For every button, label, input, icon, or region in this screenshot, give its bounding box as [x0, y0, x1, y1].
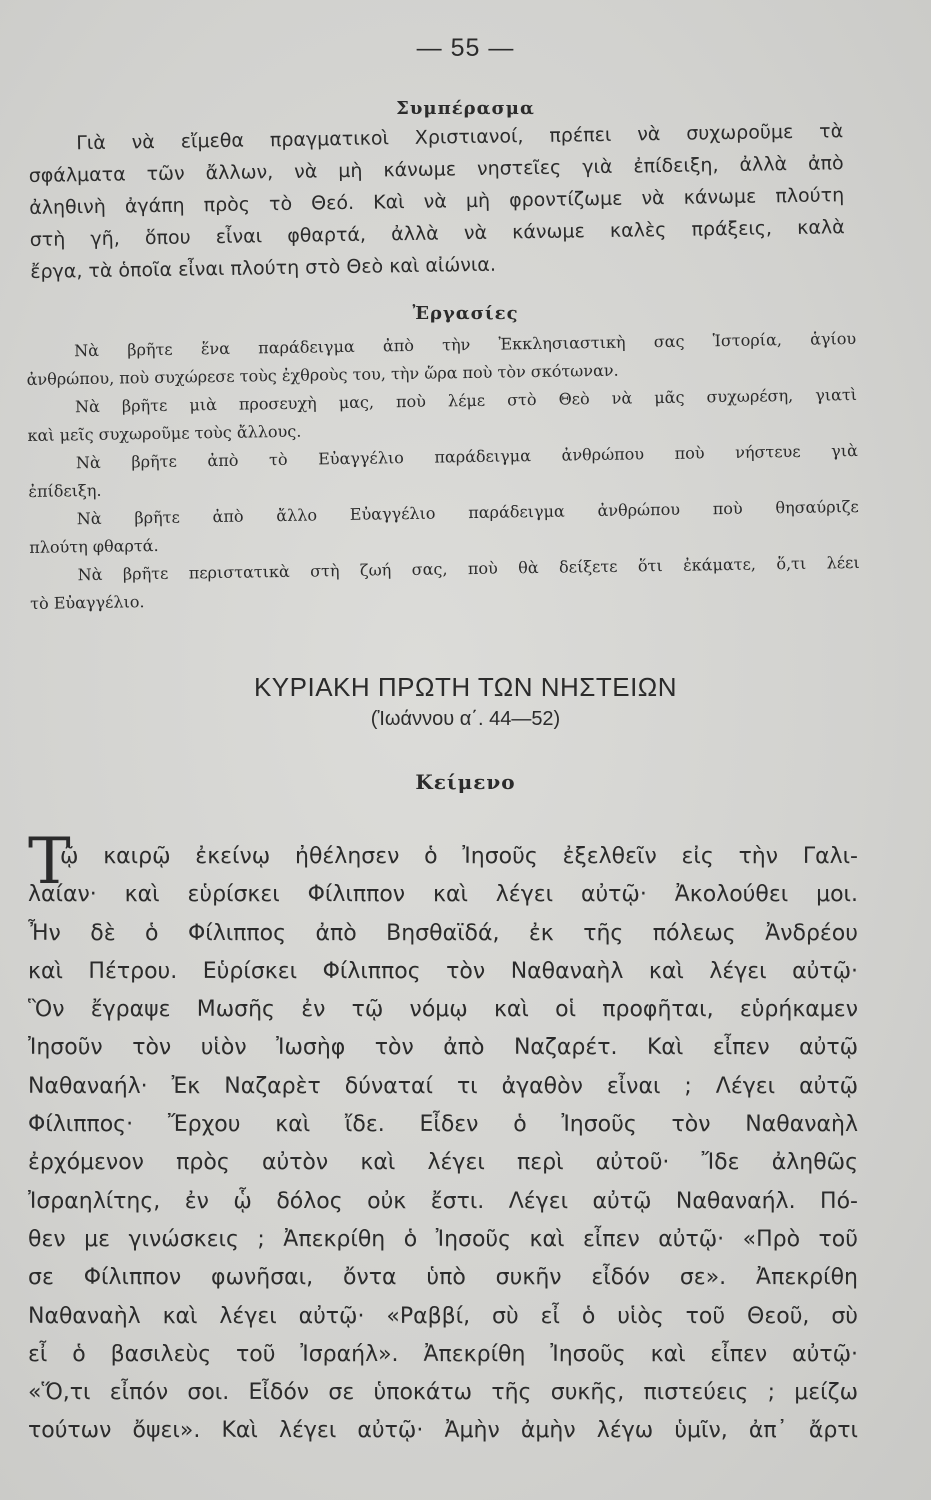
gospel-line: καὶ Πέτρου. Εὑρίσκει Φίλιππος τὸν Ναθαναὴλ καὶ λέγει αὐτῷ· [28, 958, 858, 984]
gospel-line: Ὃν ἔγραψε Μωσῆς ἐν τῷ νόμῳ καὶ οἱ προφῆται, εὑρήκαμεν [28, 997, 858, 1023]
gospel-line: Φίλιππος· Ἔρχου καὶ ἴδε. Εἶδεν ὁ Ἰησοῦς τὸν Ναθαναὴλ [28, 1112, 858, 1138]
paragraph-line: σφάλματα τῶν ἄλλων, νὰ μὴ κάνωμε νηστεῖες γιὰ ἐπίδειξη, ἀλλὰ ἀπὸ [28, 152, 844, 187]
gospel-line: θεν με γινώσκεις ; Ἀπεκρίθη ὁ Ἰησοῦς καὶ εἶπεν αὐτῷ· «Πρὸ τοῦ [28, 1226, 858, 1252]
gospel-line: λαίαν· καὶ εὑρίσκει Φίλιππον καὶ λέγει αὐτῷ· Ἀκολούθει μοι. [28, 882, 858, 908]
paragraph-line: Γιὰ νὰ εἴμεθα πραγματικοὶ Χριστιανοί, πρέπει νὰ συχωροῦμε τὰ [76, 120, 844, 155]
gospel-line: Ἦν δὲ ὁ Φίλιππος ἀπὸ Βησθαϊδά, ἐκ τῆς πόλεως Ἀνδρέου [28, 920, 858, 946]
paragraph-line: ἔργα, τὰ ὁποῖα εἶναι πλούτη στὸ Θεὸ καὶ αἰώνια. [30, 253, 497, 283]
task-line: Νὰ βρῆτε περιστατικὰ στὴ ζωή σας, ποὺ θὰ δείξετε ὅτι ἐκάματε, ὅ,τι λέει [77, 552, 860, 585]
gospel-line: Ναθαναὴλ καὶ λέγει αὐτῷ· «Ραββί, σὺ εἶ ὁ υἱὸς τοῦ Θεοῦ, σὺ [28, 1303, 858, 1329]
task-line: τὸ Εὐαγγέλιο. [30, 592, 145, 613]
task-line: ἀνθρώπου, ποὺ συχώρεσε τοὺς ἐχθροὺς του, τὴν ὥρα ποὺ τὸν σκότωναν. [26, 360, 619, 389]
tasks-list [26, 325, 860, 618]
gospel-line: εἶ ὁ βασιλεὺς τοῦ Ἰσραήλ». Ἀπεκρίθη Ἰησοῦς καὶ εἶπεν αὐτῷ· [28, 1341, 858, 1367]
gospel-line: Ἰησοῦν τὸν υἱὸν Ἰωσὴφ τὸν ἀπὸ Ναζαρέτ. Καὶ εἶπεν αὐτῷ [28, 1035, 858, 1061]
gospel-text [28, 838, 858, 1451]
sunday-title: ΚΥΡΙΑΚΗ ΠΡΩΤΗ ΤΩΝ ΝΗΣΤΕΙΩΝ [253, 672, 678, 702]
task-line: καὶ μεῖς συχωροῦμε τοὺς ἄλλους. [27, 421, 302, 445]
task-line: Νὰ βρῆτε ἀπὸ ἄλλο Εὐαγγέλιο παράδειγμα ἀνθρώπου ποὺ θησαύριζε [76, 496, 859, 529]
gospel-line: «Ὅ,τι εἶπόν σοι. Εἶδόν σε ὑποκάτω τῆς συκῆς, πιστεύεις ; μείζω [28, 1380, 858, 1406]
page-number: — 55 — [416, 34, 515, 62]
task-line: Νὰ βρῆτε μιὰ προσευχὴ μας, ποὺ λέμε στὸ Θεὸ νὰ μᾶς συχωρέση, γιατὶ [74, 384, 858, 417]
gospel-line: ἐρχόμενον πρὸς αὐτὸν καὶ λέγει περὶ αὐτοῦ· Ἴδε ἀληθῶς [28, 1150, 858, 1176]
conclusion-paragraph [28, 115, 845, 288]
text-heading: Κείμενο [415, 770, 516, 794]
gospel-line: ῷ καιρῷ ἐκείνῳ ἠθέλησεν ὁ Ἰησοῦς ἐξελθεῖν εἰς τὴν Γαλι- [60, 844, 858, 869]
paragraph-line: ἀληθινὴ ἀγάπη πρὸς τὸ Θεό. Καὶ νὰ μὴ φροντίζωμε νὰ κάνωμε πλούτη [29, 184, 845, 219]
scripture-reference: (Ἰωάννου α΄. 44—52) [370, 708, 561, 730]
gospel-line: τούτων ὄψει». Καὶ λέγει αὐτῷ· Ἀμὴν ἀμὴν λέγω ὑμῖν, ἀπ᾽ ἄρτι [28, 1418, 858, 1444]
task-line: Νὰ βρῆτε ἀπὸ τὸ Εὐαγγέλιο παράδειγμα ἀνθρώπου ποὺ νήστευε γιὰ [75, 440, 859, 473]
drop-cap: Τ [28, 825, 71, 899]
gospel-line: σε Φίλιππον φωνῆσαι, ὄντα ὑπὸ συκῆν εἶδόν σε». Ἀπεκρίθη [28, 1265, 858, 1291]
task-line: ἐπίδειξη. [28, 480, 102, 501]
paragraph-line: στὴ γῆ, ὅπου εἶναι φθαρτά, ἀλλὰ νὰ κάνωμε καλὲς πράξεις, καλὰ [29, 216, 845, 251]
task-line: Νὰ βρῆτε ἕνα παράδειγμα ἀπὸ τὴν Ἐκκλησιαστικὴ σας Ἱστορία, ἁγίου [74, 328, 857, 361]
gospel-line: Ἰσραηλίτης, ἐν ᾧ δόλος οὐκ ἔστι. Λέγει αὐτῷ Ναθαναήλ. Πό- [28, 1188, 858, 1214]
task-line: πλούτη φθαρτά. [29, 535, 159, 557]
gospel-line: Ναθαναήλ· Ἐκ Ναζαρὲτ δύναταί τι ἀγαθὸν εἶναι ; Λέγει αὐτῷ [28, 1073, 858, 1099]
conclusion-heading: Συμπέρασμα [396, 98, 535, 119]
tasks-heading: Ἐργασίες [412, 303, 519, 324]
